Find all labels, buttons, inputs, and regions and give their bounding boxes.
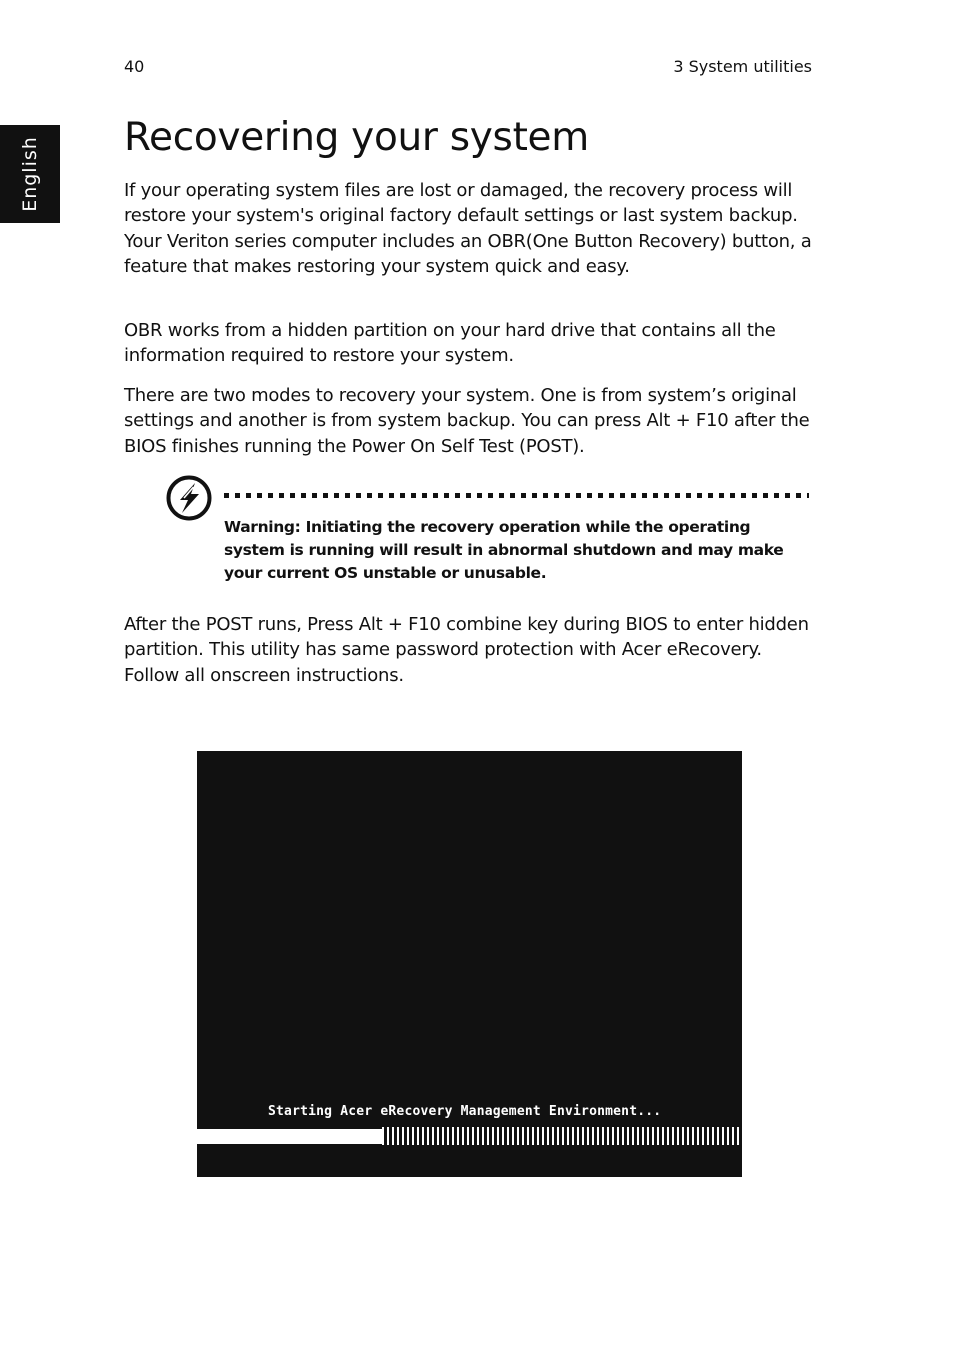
paragraph-obr: OBR works from a hidden partition on your hard drive that contains all the information required to restore your system.: [124, 320, 776, 367]
paragraph-modes: There are two modes to recovery your system. One is from system’s original settings and another is from system backup. You can press Alt + F10 after the BIOS finishes running the Power On Self Test (POST).: [124, 385, 810, 457]
paragraph-post: After the POST runs, Press Alt + F10 combine key during BIOS to enter hidden partition. This utility has same password protection with Acer eRecovery. Follow all onscreen instructions.: [124, 614, 809, 686]
boot-screen-image: [197, 751, 742, 1177]
section-title: Recovering your system: [124, 115, 589, 160]
warning-text: Warning: Initiating the recovery operation while the operating system is running will result in abnormal shutdown and may make your current OS unstable or unusable.: [224, 518, 784, 582]
boot-progress-fill: [197, 1129, 382, 1144]
language-tab: [0, 125, 60, 223]
chapter-header: 3 System utilities: [673, 57, 812, 76]
language-tab-label: English: [19, 136, 41, 212]
boot-status-text: Starting Acer eRecovery Management Environment...: [268, 1104, 662, 1119]
boot-progress-bar: [197, 1127, 742, 1145]
page-number: 40: [124, 57, 145, 76]
boot-progress-remaining: [382, 1127, 742, 1145]
warning-divider: [224, 493, 809, 498]
paragraph-intro: If your operating system files are lost or damaged, the recovery process will restore your system's original factory default settings or last system backup. Your Veriton series computer includes an OBR(One Button Recovery) button, a feature that makes restoring your system quick and easy.: [124, 180, 812, 278]
warning-lightning-icon: [166, 475, 212, 521]
